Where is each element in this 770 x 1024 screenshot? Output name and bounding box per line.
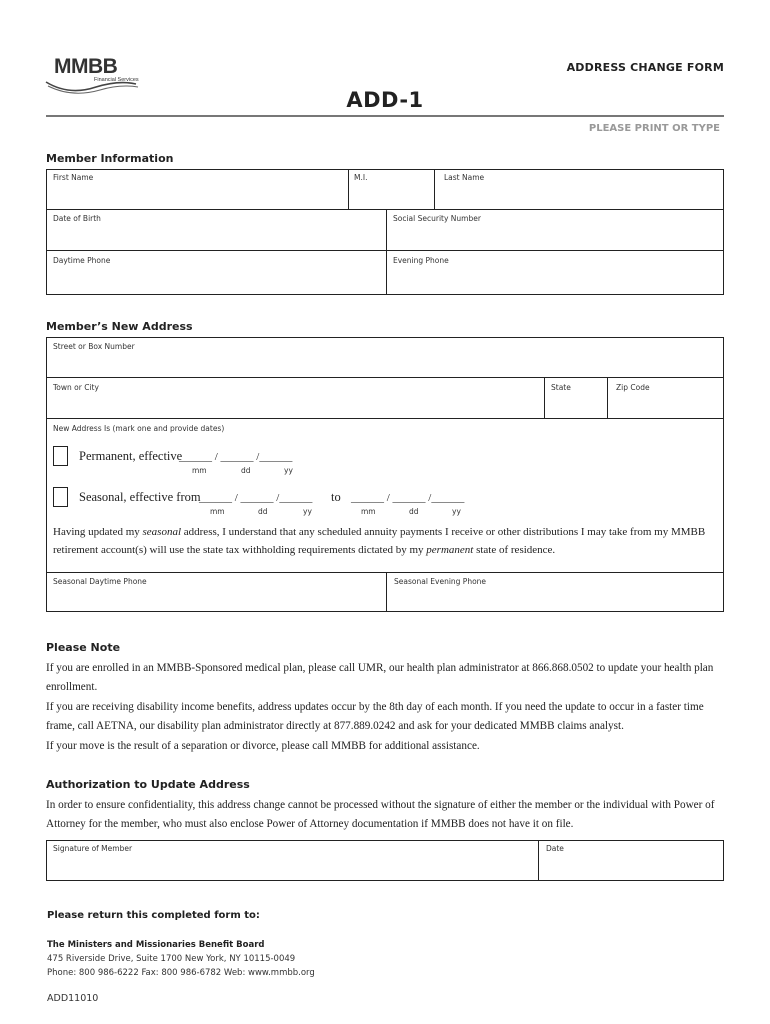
header-rule — [46, 115, 724, 117]
seasonal-to-blanks[interactable]: ______ / ______ /______ — [351, 492, 465, 504]
seasonal-daytime-phone-field[interactable]: Seasonal Daytime Phone — [53, 577, 147, 586]
note-paragraph-3: If your move is the result of a separation or divorce, please call MMBB for additional assistance. — [46, 740, 480, 752]
first-name-field[interactable]: First Name — [53, 173, 94, 182]
ssn-field[interactable]: Social Security Number — [393, 214, 481, 223]
seasonal-checkbox[interactable] — [53, 487, 68, 507]
evening-phone-field[interactable]: Evening Phone — [393, 256, 449, 265]
seasonal-to-mm: mm — [361, 507, 376, 516]
org-address: 475 Riverside Drive, Suite 1700 New York, NY 10115-0049 — [47, 954, 296, 964]
seasonal-from-mm: mm — [210, 507, 225, 516]
divider — [46, 418, 724, 419]
dob-field[interactable]: Date of Birth — [53, 214, 101, 223]
signature-box — [46, 840, 724, 881]
note-paragraph-2: If you are receiving disability income benefits, address updates occur by the 8th day of each month. If you need the update to occur in a faster time frame, call AETNA, our disability plan administrator directly at 877.889.0242 and ask for your dedicated MMBB claims analyst. — [46, 701, 704, 732]
divider — [46, 250, 724, 251]
divider — [348, 169, 349, 209]
divider — [46, 209, 724, 210]
divider — [386, 572, 387, 612]
date-field[interactable]: Date — [546, 844, 564, 853]
please-note-heading: Please Note — [46, 641, 121, 654]
permanent-dd: dd — [241, 466, 251, 475]
seasonal-to-dd: dd — [409, 507, 419, 516]
seasonal-from-blanks[interactable]: ______ / ______ /______ — [199, 492, 313, 504]
divider — [538, 840, 539, 881]
form-code: ADD-1 — [346, 88, 424, 112]
divider — [46, 377, 724, 378]
return-heading: Please return this completed form to: — [47, 910, 260, 921]
seasonal-evening-phone-field[interactable]: Seasonal Evening Phone — [394, 577, 487, 586]
logo-text: MMBB — [54, 55, 118, 78]
mi-field[interactable]: M.I. — [354, 173, 368, 182]
mmbb-logo-graphic — [44, 52, 144, 96]
daytime-phone-field[interactable]: Daytime Phone — [53, 256, 111, 265]
org-name: The Ministers and Missionaries Benefit Board — [47, 940, 265, 950]
disclaimer-permanent: permanent — [426, 544, 474, 556]
new-address-box — [46, 337, 724, 612]
seasonal-from-yy: yy — [303, 507, 312, 516]
new-address-heading: Member’s New Address — [46, 320, 193, 333]
disclaimer-part: address, I understand that any scheduled annuity payments I receive or other distributions I may take from my MMBB retirement account(s) will use the state tax withholding requirements dictated by my — [53, 526, 706, 556]
authorization-text: In order to ensure confidentiality, this address change cannot be processed without the signature of either the member or the individual with Power of Attorney for the member, who must also enclose Power of Attorney documentation if MMBB does not have it on file. — [46, 799, 715, 830]
divider — [386, 209, 387, 295]
permanent-yy: yy — [284, 466, 293, 475]
permanent-mm: mm — [192, 466, 207, 475]
signature-field[interactable]: Signature of Member — [53, 844, 133, 853]
form-title: ADDRESS CHANGE FORM — [566, 61, 724, 74]
permanent-date-blanks[interactable]: ______ / ______ /______ — [179, 451, 293, 463]
seasonal-from-dd: dd — [258, 507, 268, 516]
zip-field[interactable]: Zip Code — [616, 383, 650, 392]
note-paragraph-1: If you are enrolled in an MMBB-Sponsored medical plan, please call UMR, our health plan administrator at 866.868.0502 to update your health plan enrollment. — [46, 662, 714, 693]
member-info-box — [46, 169, 724, 295]
seasonal-to-label: to — [331, 490, 341, 504]
divider — [607, 377, 608, 418]
divider — [46, 572, 724, 573]
disclaimer-seasonal: seasonal — [142, 526, 182, 538]
town-field[interactable]: Town or City — [53, 383, 99, 392]
new-address-is-label: New Address Is (mark one and provide dates) — [53, 424, 225, 433]
street-field[interactable]: Street or Box Number — [53, 342, 135, 351]
form-revision-code: ADD11010 — [47, 993, 99, 1004]
disclaimer-part: Having updated my — [53, 526, 143, 538]
permanent-checkbox[interactable] — [53, 446, 68, 466]
seasonal-disclaimer — [53, 523, 719, 559]
state-field[interactable]: State — [551, 383, 571, 392]
mmbb-logo — [44, 52, 144, 96]
print-note: PLEASE PRINT OR TYPE — [588, 123, 720, 134]
seasonal-label: Seasonal, effective from — [79, 490, 201, 504]
permanent-label: Permanent, effective — [79, 449, 183, 463]
authorization-heading: Authorization to Update Address — [46, 778, 250, 791]
org-contact: Phone: 800 986-6222 Fax: 800 986-6782 Web: www.mmbb.org — [47, 968, 315, 978]
divider — [434, 169, 435, 209]
logo-subtext: Financial Services — [94, 77, 139, 83]
last-name-field[interactable]: Last Name — [444, 173, 485, 182]
divider — [544, 377, 545, 418]
seasonal-to-yy: yy — [452, 507, 461, 516]
disclaimer-part: state of residence. — [473, 544, 556, 556]
member-info-heading: Member Information — [46, 152, 174, 165]
